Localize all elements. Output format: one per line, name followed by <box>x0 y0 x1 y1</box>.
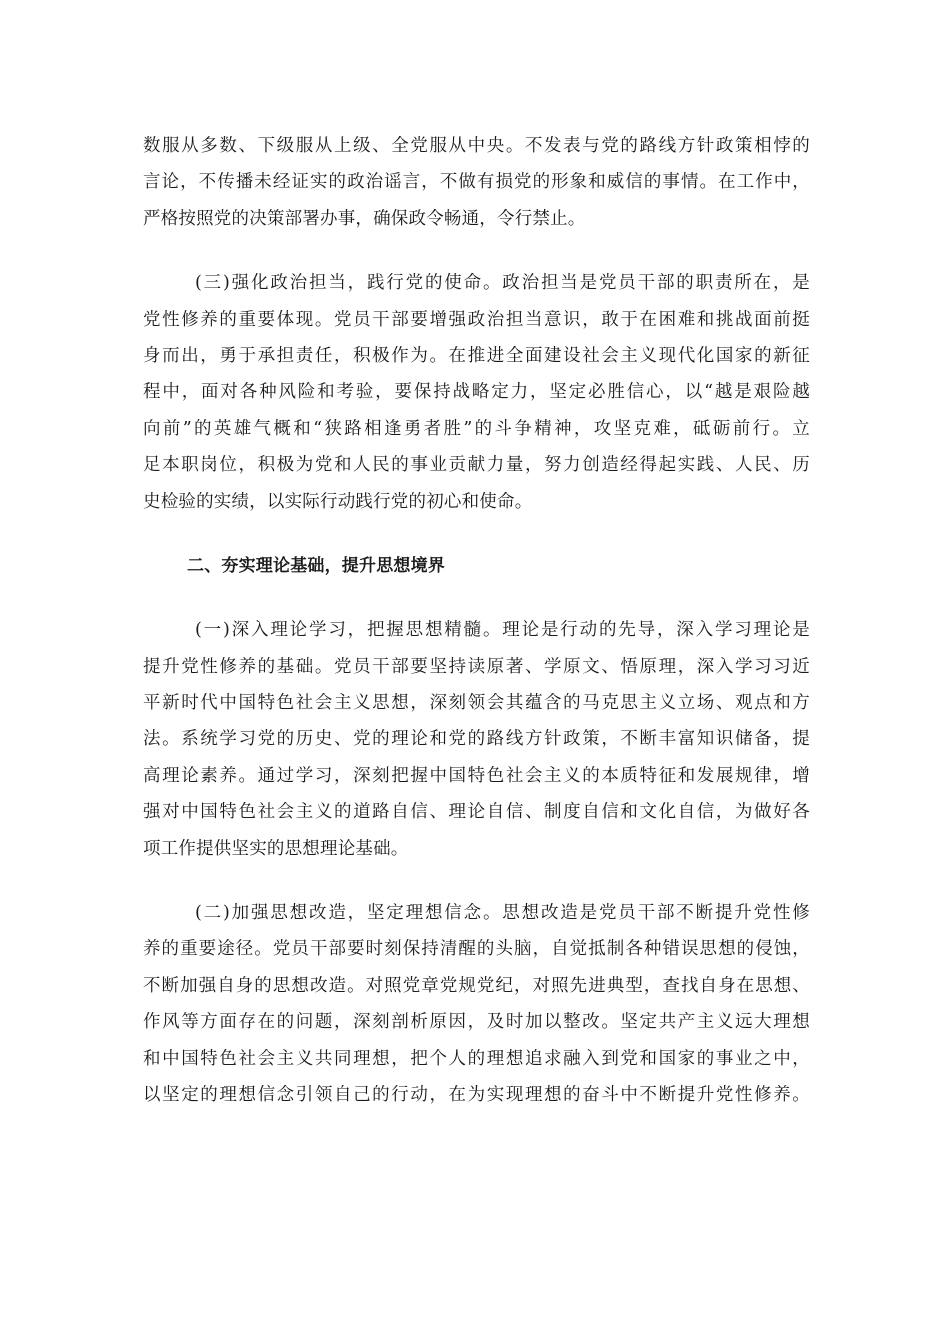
paragraph-political-responsibility <box>143 265 810 520</box>
paragraph-gap <box>143 867 810 895</box>
text-line: 不断加强自身的思想改造。对照党章党规党纪，对照先进典型，查找自身在思想、 <box>143 975 810 996</box>
text-line: 以坚定的理想信念引领自己的行动，在为实现理想的奋斗中不断提升党性修养。 <box>143 1084 810 1105</box>
text-line: 言论，不传播未经证实的政治谣言，不做有损党的形象和威信的事情。在工作中， <box>143 172 810 193</box>
document-body <box>143 128 810 1113</box>
text-line: 数服从多数、下级服从上级、全党服从中央。不发表与党的路线方针政策相悖的 <box>143 136 810 156</box>
text-line: 向前”的英雄气概和“狭路相逢勇者胜”的斗争精神，攻坚克难，砥砺前行。立 <box>143 418 810 439</box>
text-line: (二)加强思想改造，坚定理想信念。思想改造是党员干部不断提升党性修 <box>195 903 810 924</box>
paragraph-ideological-reform <box>143 895 810 1113</box>
section-heading: 二、夯实理论基础，提升思想境界 <box>187 555 445 576</box>
paragraph-continuation <box>143 128 810 237</box>
text-line: 作风等方面存在的问题，深刻剖析原因，及时加以整改。坚定共产主义远大理想 <box>143 1012 810 1033</box>
text-line: (三)强化政治担当，践行党的使命。政治担当是党员干部的职责所在，是 <box>195 273 810 294</box>
paragraph-gap <box>143 520 810 548</box>
text-line: 养的重要途径。党员干部要时刻保持清醒的头脑，自觉抵制各种错误思想的侵蚀， <box>143 939 810 960</box>
text-line: 党性修养的重要体现。党员干部要增强政治担当意识，敢于在困难和挑战面前挺 <box>143 309 810 330</box>
text-line: 足本职岗位，积极为党和人民的事业贡献力量，努力创造经得起实践、人民、历 <box>143 455 810 476</box>
text-line: 平新时代中国特色社会主义思想，深刻领会其蕴含的马克思主义立场、观点和方 <box>143 693 810 714</box>
text-line: 身而出，勇于承担责任，积极作为。在推进全面建设社会主义现代化国家的新征 <box>143 345 810 366</box>
text-line: 程中，面对各种风险和考验，要保持战略定力，坚定必胜信心，以“越是艰险越 <box>143 382 810 403</box>
text-line: 史检验的实绩，以实际行动践行党的初心和使命。 <box>143 491 533 512</box>
paragraph-gap <box>143 584 810 612</box>
text-line: (一)深入理论学习，把握思想精髓。理论是行动的先导，深入学习理论是 <box>195 620 810 641</box>
paragraph-gap <box>143 237 810 265</box>
paragraph-theory-study <box>143 612 810 867</box>
text-line: 强对中国特色社会主义的道路自信、理论自信、制度自信和文化自信，为做好各 <box>143 802 810 823</box>
text-line: 严格按照党的决策部署办事，确保政令畅通，令行禁止。 <box>143 208 586 229</box>
text-line: 和中国特色社会主义共同理想，把个人的理想追求融入到党和国家的事业之中， <box>143 1048 810 1069</box>
text-line: 法。系统学习党的历史、党的理论和党的路线方针政策，不断丰富知识储备，提 <box>143 729 810 750</box>
text-line: 项工作提供坚实的思想理论基础。 <box>143 838 409 859</box>
text-line: 高理论素养。通过学习，深刻把握中国特色社会主义的本质特征和发展规律，增 <box>143 765 810 786</box>
text-line: 提升党性修养的基础。党员干部要坚持读原著、学原文、悟原理，深入学习习近 <box>143 656 810 677</box>
